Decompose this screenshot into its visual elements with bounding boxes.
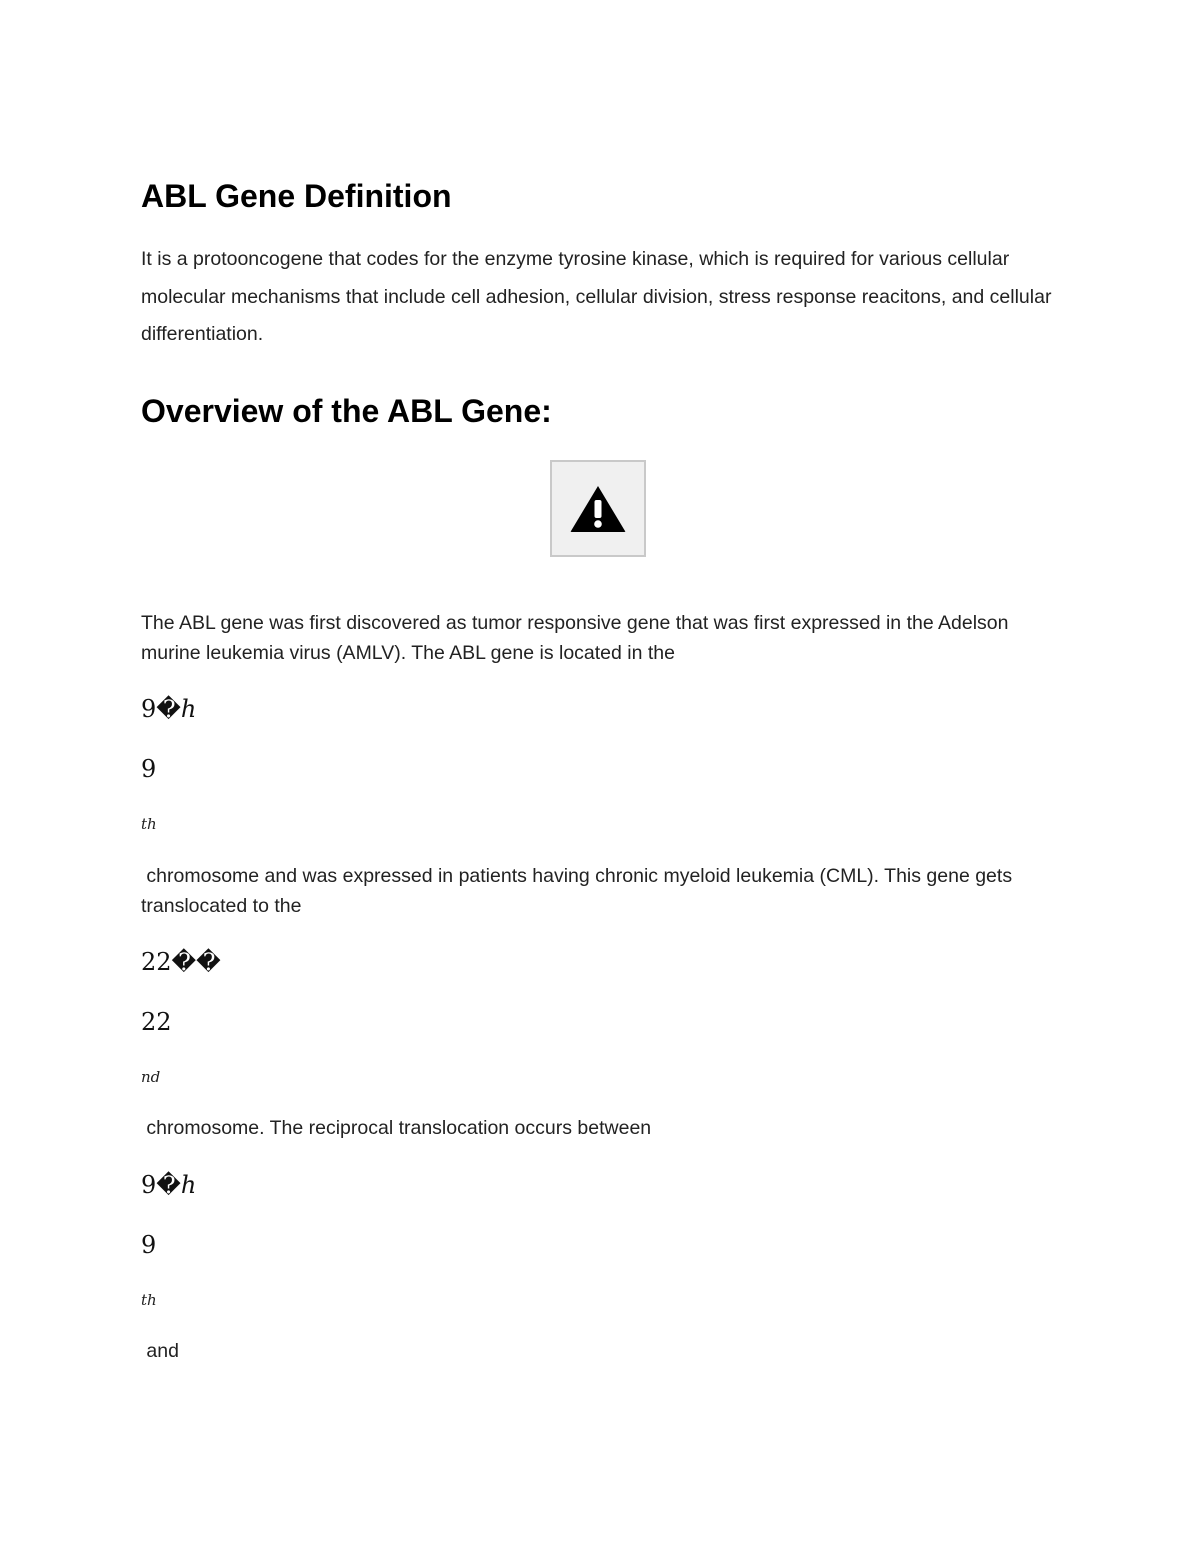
definition-paragraph: It is a protooncogene that codes for the enzyme tyrosine kinase, which is required for various cellular molecular mechanisms that include cell adhesion, cellular division, stress response reacitons, and cellular differentiation. [141, 248, 1052, 345]
overview-paragraph-4: and [141, 1340, 179, 1362]
math-expression-22nd: 22�� [141, 948, 221, 976]
math-italic-h: h [180, 695, 197, 723]
math-value-9-2: 9 [141, 1231, 157, 1259]
definition-heading: ABL Gene Definition [141, 178, 452, 214]
overview-paragraph-2: chromosome and was expressed in patients having chronic myeloid leukemia (CML). This gene gets translocated to the [141, 865, 1018, 917]
overview-paragraph-1: The ABL gene was first discovered as tumor responsive gene that was first expressed in the Adelson murine leukemia virus (AMLV). The ABL gene is located in the [141, 612, 1009, 664]
math-expression-9th [141, 694, 196, 724]
math-value-22: 22 [141, 1008, 172, 1036]
math-superscript-th-2: th [141, 1291, 157, 1309]
math-text: 9� [141, 695, 181, 723]
overview-paragraph-3: chromosome. The reciprocal translocation occurs between [141, 1117, 652, 1139]
math-superscript-nd: nd [141, 1068, 161, 1086]
math-value-9: 9 [141, 755, 157, 783]
math-expression-9th-2 [141, 1170, 196, 1200]
math-italic-h: h [180, 1171, 197, 1199]
overview-heading: Overview of the ABL Gene: [141, 393, 552, 429]
math-text: 9� [141, 1171, 181, 1199]
broken-image-placeholder [550, 460, 646, 557]
warning-icon [569, 484, 627, 534]
math-superscript-th: th [141, 815, 157, 833]
